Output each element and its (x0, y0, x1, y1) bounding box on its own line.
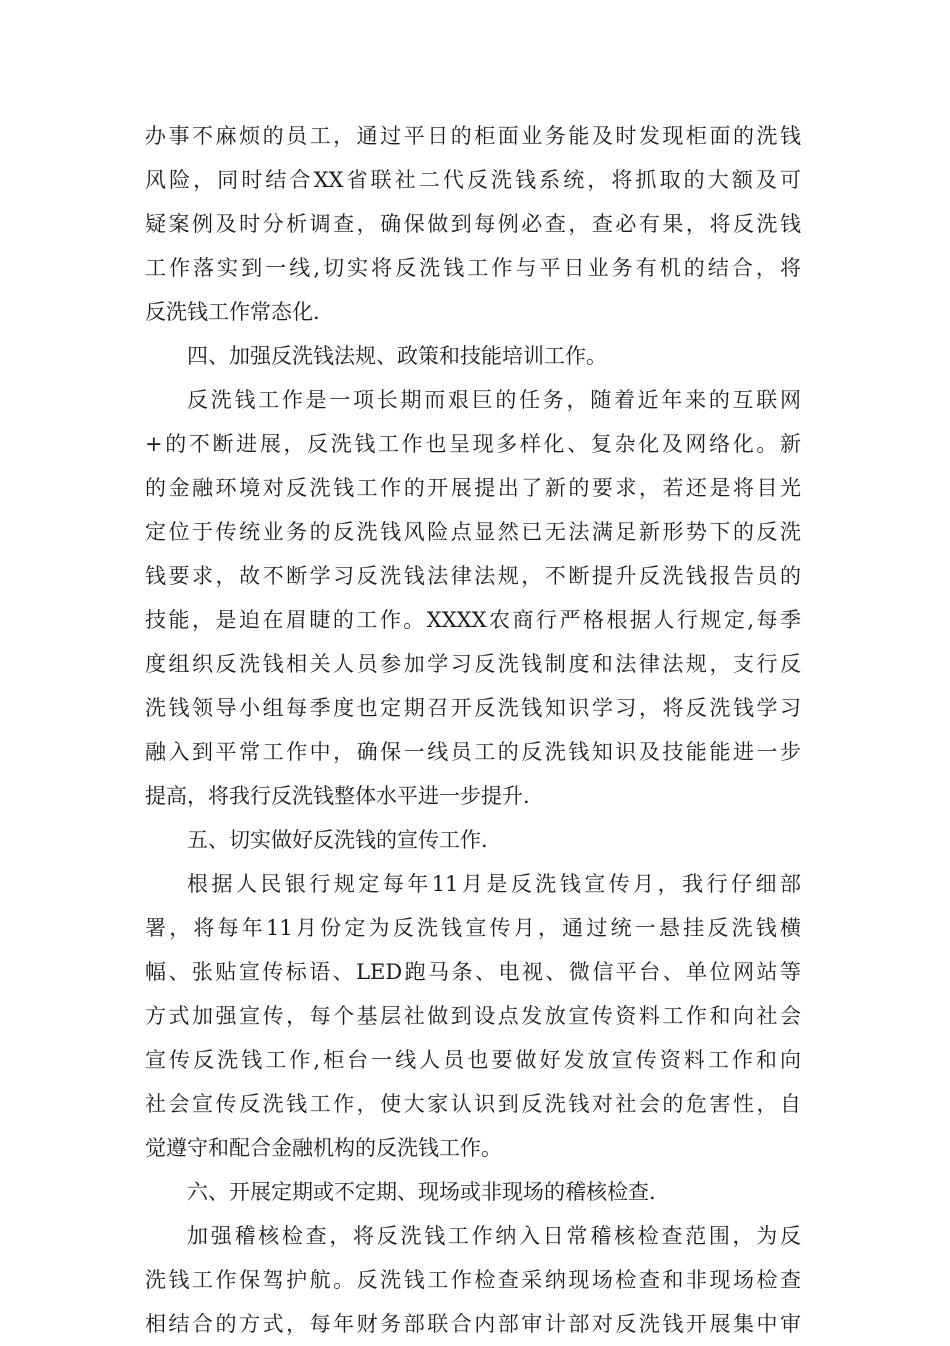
heading-text: 五、切实做好反洗钱的宣传工作. (187, 828, 488, 852)
text-line: 融入到平常工作中，确保一线员工的反洗钱知识及技能能进一步 (145, 740, 801, 764)
document-body (145, 114, 801, 1346)
text-line: 的金融环境对反洗钱工作的开展提出了新的要求，若还是将目光 (145, 476, 801, 500)
section-heading (145, 818, 801, 862)
text-line: 度组织反洗钱相关人员参加学习反洗钱制度和法律法规，支行反 (145, 652, 801, 676)
section-heading (145, 334, 801, 378)
section-heading (145, 1170, 801, 1214)
body-paragraph (145, 1214, 801, 1346)
text-line: 署，将每年11月份定为反洗钱宣传月，通过统一悬挂反洗钱横 (145, 916, 801, 940)
text-line: 方式加强宣传，每个基层社做到设点发放宣传资料工作和向社会 (145, 1004, 801, 1028)
text-line: 反洗钱工作是一项长期而艰巨的任务，随着近年来的互联网 (187, 388, 801, 412)
text-line: 觉遵守和配合金融机构的反洗钱工作。 (145, 1136, 502, 1160)
text-line: +的不断进展，反洗钱工作也呈现多样化、复杂化及网络化。新 (145, 432, 801, 456)
body-paragraph (145, 114, 801, 334)
text-line: 风险，同时结合XX省联社二代反洗钱系统，将抓取的大额及可 (145, 168, 801, 192)
text-line: 提高，将我行反洗钱整体水平进一步提升. (145, 784, 530, 808)
text-line: 疑案例及时分析调查，确保做到每例必查，查必有果，将反洗钱 (145, 212, 801, 236)
heading-text: 六、开展定期或不定期、现场或非现场的稽核检查. (187, 1180, 656, 1204)
text-line: 反洗钱工作常态化. (145, 300, 320, 324)
text-line: 工作落实到一线,切实将反洗钱工作与平日业务有机的结合，将 (145, 256, 801, 280)
text-line: 根据人民银行规定每年11月是反洗钱宣传月，我行仔细部 (187, 872, 801, 896)
text-line: 办事不麻烦的员工，通过平日的柜面业务能及时发现柜面的洗钱 (145, 124, 801, 148)
heading-text: 四、加强反洗钱法规、政策和技能培训工作。 (187, 344, 607, 368)
text-line: 相结合的方式，每年财务部联合内部审计部对反洗钱开展集中审 (145, 1312, 801, 1336)
body-paragraph (145, 378, 801, 818)
text-line: 加强稽核检查，将反洗钱工作纳入日常稽核检查范围，为反 (187, 1224, 801, 1248)
text-line: 幅、张贴宣传标语、LED跑马条、电视、微信平台、单位网站等 (145, 960, 801, 984)
text-line: 技能，是迫在眉睫的工作。XXXX农商行严格根据人行规定,每季 (145, 608, 801, 632)
body-paragraph (145, 862, 801, 1170)
text-line: 定位于传统业务的反洗钱风险点显然已无法满足新形势下的反洗 (145, 520, 801, 544)
text-line: 钱要求，故不断学习反洗钱法律法规，不断提升反洗钱报告员的 (145, 564, 801, 588)
text-line: 洗钱工作保驾护航。反洗钱工作检查采纳现场检查和非现场检查 (145, 1268, 801, 1292)
text-line: 洗钱领导小组每季度也定期召开反洗钱知识学习，将反洗钱学习 (145, 696, 801, 720)
text-line: 社会宣传反洗钱工作，使大家认识到反洗钱对社会的危害性，自 (145, 1092, 801, 1116)
text-line: 宣传反洗钱工作,柜台一线人员也要做好发放宣传资料工作和向 (145, 1048, 801, 1072)
